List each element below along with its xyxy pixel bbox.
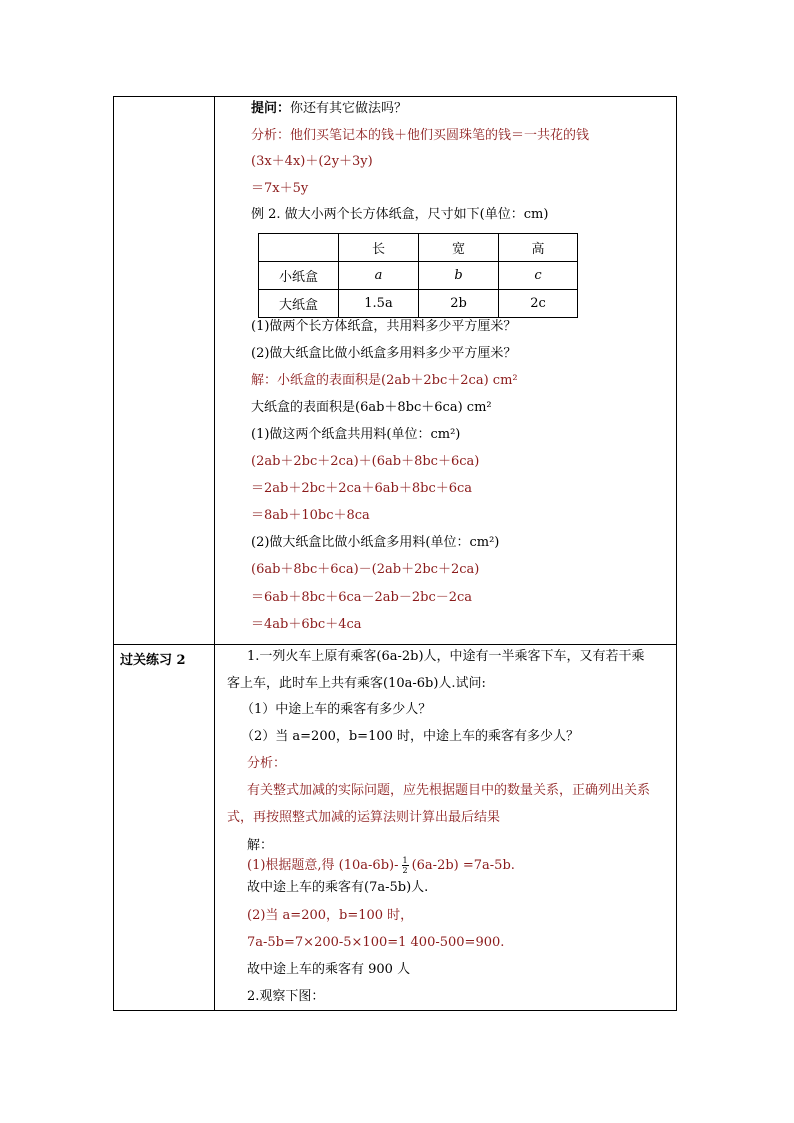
table-cell: 大纸盒 [259,290,339,318]
one-half-fraction [402,856,409,875]
part-2-line-1: (6ab＋8bc＋6ca)－(2ab＋2bc＋2ca) [251,562,480,577]
table-cell: 2c [499,290,578,318]
question-text: 你还有其它做法吗？ [290,101,408,116]
solution-small-box: 解：小纸盒的表面积是(2ab＋2bc＋2ca) cm² [251,373,518,388]
question-2: (2)做大纸盒比做小纸盒多用料多少平方厘米？ [251,346,517,361]
exercise-1-analysis-line-1: 有关整式加减的实际问题，应先根据题目中的数量关系，正确列出关系 [247,783,651,798]
table-header-cell: 高 [499,234,578,262]
table-header-cell: 长 [339,234,419,262]
section-label: 过关练习 2 [120,653,186,668]
table-header-row [259,234,578,262]
fraction-denominator: 2 [402,866,408,875]
row-divider [114,644,676,645]
exercise-2-title: 2.观察下图： [247,989,325,1004]
part-1-line-2: ＝2ab＋2bc＋2ca＋6ab＋8bc＋6ca [251,481,473,496]
example-2-title: 例 2. 做大小两个长方体纸盒，尺寸如下(单位：cm) [251,207,549,222]
exercise-1-solution-2-calc: 7a-5b=7×200-5×100=1 400-500=900. [247,935,505,950]
exercise-1-solution-2: (2)当 a=200，b=100 时， [247,908,414,923]
exercise-1-solution-2-conclusion: 故中途上车的乘客有 900 人 [247,962,411,977]
analysis-line: 分析：他们买笔记本的钱＋他们买圆珠笔的钱＝一共花的钱 [251,128,590,143]
table-row [259,262,578,290]
exercise-1-analysis-line-2: 式，再按照整式加减的运算法则计算出最后结果 [227,810,501,825]
solution-large-box: 大纸盒的表面积是(6ab＋8bc＋6ca) cm² [251,400,492,415]
table-row [259,290,578,318]
table-cell: a [339,262,419,290]
exercise-1-question-2: （2）当 a=200，b=100 时，中途上车的乘客有多少人？ [241,729,580,744]
exercise-1-analysis-label: 分析： [247,756,287,771]
fraction-numerator: 1 [402,856,408,865]
part-1-line-1: (2ab＋2bc＋2ca)＋(6ab＋8bc＋6ca) [251,454,480,469]
expression-1: (3x＋4x)＋(2y＋3y) [251,154,373,169]
table-cell: c [499,262,578,290]
part-2-title: (2)做大纸盒比做小纸盒多用料(单位：cm²) [251,535,500,550]
exercise-1-solution-1 [247,856,515,875]
column-divider [214,97,215,1010]
part-2-line-2: ＝6ab＋8bc＋6ca－2ab－2bc－2ca [251,590,473,605]
exercise-1-solution-label: 解： [247,838,274,853]
table-cell: 2b [419,290,499,318]
exercise-1-question-1: （1）中途上车的乘客有多少人？ [241,702,432,717]
table-cell: 1.5a [339,290,419,318]
question-label: 提问： [251,101,291,116]
table-cell: 小纸盒 [259,262,339,290]
part-1-title: (1)做这两个纸盒共用料(单位：cm²) [251,427,461,442]
table-cell: b [419,262,499,290]
table-header-cell: 宽 [419,234,499,262]
lesson-table [113,96,677,1011]
exercise-1-line-2: 客上车，此时车上共有乘客(10a-6b)人.试问: [227,676,486,691]
solution-1-prefix: (1)根据题意,得 (10a-6b)- [247,858,399,873]
question-line [251,101,407,117]
part-2-line-3: ＝4ab＋6bc＋4ca [251,617,362,632]
exercise-1-line-1: 1.一列火车上原有乘客(6a-2b)人，中途有一半乘客下车，又有若干乘 [247,649,645,664]
dimensions-table [258,233,578,318]
table-header-cell [259,234,339,262]
part-1-line-3: ＝8ab＋10bc＋8ca [251,508,370,523]
expression-2: ＝7x＋5y [251,181,309,196]
solution-1-suffix: (6a-2b) =7a-5b. [411,858,515,873]
question-1: (1)做两个长方体纸盒，共用料多少平方厘米？ [251,319,517,334]
exercise-1-solution-1-conclusion: 故中途上车的乘客有(7a-5b)人. [247,880,429,895]
